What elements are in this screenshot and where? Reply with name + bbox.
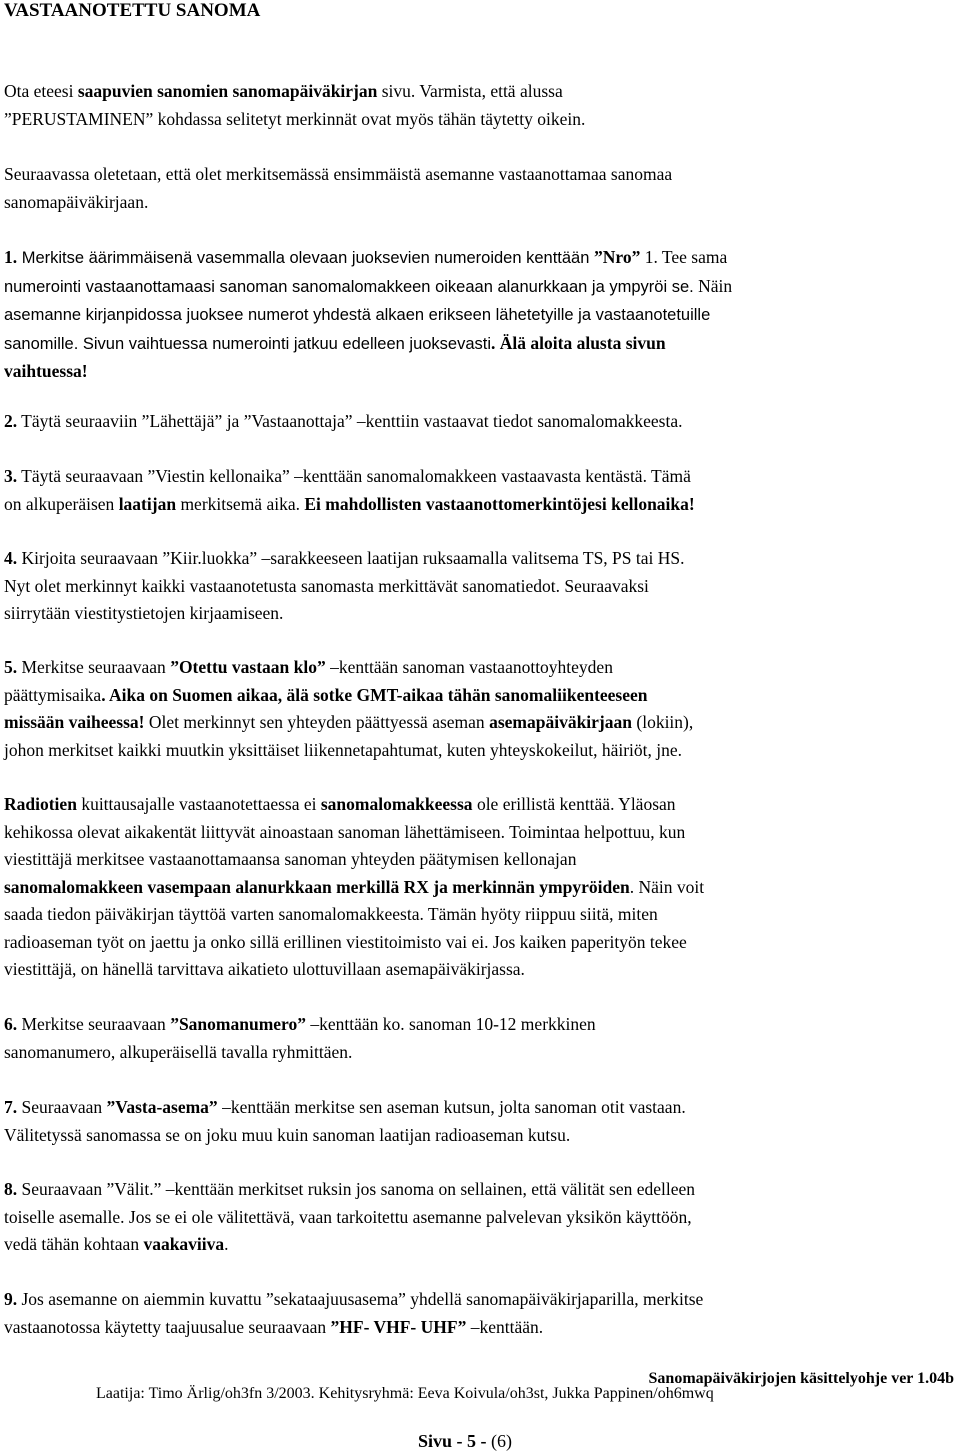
step-text: Merkitse seuraavaan [17, 1014, 171, 1034]
step-number: 4. [4, 548, 18, 568]
step-text: vedä tähän kohtaan [4, 1234, 144, 1254]
step-text: . [224, 1234, 229, 1254]
step-text: merkitsemä aika. [176, 493, 305, 514]
para-text: viestittäjä merkitsee vastaanottamaansa sanoman yhteyden päätymisen kellonajan [4, 849, 577, 869]
field-name: ”Sanomanumero” [170, 1014, 306, 1034]
field-name: ”Vasta-asema” [106, 1097, 218, 1117]
step-text: Välitetyssä sanomassa se on joku muu kuin sanoman laatijan radioaseman kutsu. [4, 1124, 571, 1145]
step-text: Merkitse seuraavaan [17, 657, 171, 677]
page-number [418, 1430, 512, 1452]
step-text: Seuraavaan ”Välit.” –kenttään merkitset ruksin jos sanoma on sellainen, että välität sen edelleen [17, 1179, 696, 1199]
assumption-text: sanomapäiväkirjaan. [4, 191, 149, 212]
step-text: Merkitse äärimmäisenä vasemmalla olevaan juoksevien numeroiden kenttään [17, 249, 594, 267]
para-text: kehikossa olevat aikakentät liittyvät ainoastaan sanoman lähettämiseen. Toimintaa helpottuu, kun [4, 821, 686, 842]
warning-text: Ei mahdollisten vastaanottomerkintöjesi kellonaika! [304, 493, 695, 514]
warning-text: vaihtuessa! [4, 361, 88, 381]
step-text: sanomille. Sivun vaihtuessa numerointi jatkuu edelleen juoksevasti [4, 334, 492, 353]
emphasis: asemapäiväkirjaan [489, 712, 632, 732]
step-text: asemanne kirjanpidossa juoksee numerot yhdestä alkaen erikseen lähetetyille ja vastaanotetuille [4, 306, 711, 324]
step-text: Olet merkinnyt sen yhteyden päättyessä aseman [144, 712, 490, 732]
page-title: VASTAANOTETTU SANOMA [4, 0, 261, 21]
step-text: siirrytään viestitystietojen kirjaamiseen. [4, 603, 284, 623]
step-text: Seuraavaan [17, 1097, 107, 1117]
step-number: 5. [4, 657, 18, 677]
para-text: radioaseman työt on jaettu ja onko sillä erillinen viestitoimisto vai ei. Jos kaiken paperityön tekee [4, 931, 687, 952]
step-text: johon merkitset kaikki muutkin yksittäiset liikennetapahtumat, kuten yhteyskokeilut, häiriöt, jne. [4, 739, 683, 760]
page-total: (6) [486, 1431, 513, 1451]
step-1 [4, 244, 956, 386]
field-name: ”Nro” [594, 247, 641, 267]
intro-bold: saapuvien sanomien sanomapäiväkirjan [77, 81, 378, 101]
emphasis: sanomalomakkeessa [320, 794, 473, 814]
step-text: Näin [693, 275, 733, 296]
step-2 [4, 408, 956, 436]
para-text: ole erillistä kenttää. Yläosan [472, 794, 676, 814]
step-number: 8. [4, 1179, 18, 1199]
step-number: 1. [4, 247, 18, 267]
step-6 [4, 1011, 956, 1066]
intro-text: ”PERUSTAMINEN” kohdassa selitetyt merkinnät ovat myös tähän täytetty oikein. [4, 108, 586, 129]
page-label: Sivu - 5 - [418, 1431, 487, 1451]
document-version: Sanomapäiväkirjojen käsittelyohje ver 1.04b [648, 1370, 954, 1387]
step-number: 6. [4, 1014, 18, 1034]
intro-paragraph [4, 78, 956, 133]
field-name: ”HF- VHF- UHF” [330, 1316, 467, 1337]
emphasis: vaakaviiva [143, 1234, 225, 1254]
warning-text: . Älä aloita alusta sivun [491, 332, 666, 353]
step-text: Täytä seuraavaan ”Viestin kellonaika” –kenttään sanomalomakkeen vastaavasta kentästä. Tämä [17, 466, 691, 486]
step-text: –kenttään sanoman vastaanottoyhteyden [325, 657, 613, 677]
emphasis: sanomalomakkeen vasempaan alanurkkaan merkillä RX ja merkinnän ympyröiden [4, 876, 630, 897]
step-9 [4, 1286, 956, 1341]
step-8 [4, 1176, 956, 1259]
step-text: Täytä seuraaviin ”Lähettäjä” ja ”Vastaanottaja” –kenttiin vastaavat tiedot sanomalomakkeesta. [17, 411, 683, 431]
step-text: numerointi vastaanottamaasi sanoman sanomalomakkeen oikeaan alanurkkaan ja ympyröi se. [4, 277, 694, 296]
step-text: Jos asemanne on aiemmin kuvattu ”sekataajuusasema” yhdellä sanomapäiväkirjaparilla, merkitse [17, 1289, 704, 1309]
field-name: ”Otettu vastaan klo” [170, 657, 326, 677]
assumption-text: Seuraavassa oletetaan, että olet merkitsemässä ensimmäistä asemanne vastaanottamaa sanomaa [4, 164, 673, 184]
step-5 [4, 654, 956, 764]
para-text: kuittausajalle vastaanotettaessa ei [76, 794, 321, 814]
warning-text: . Aika on Suomen aikaa, älä sotke GMT-aikaa tähän sanomaliikenteeseen [101, 684, 648, 705]
step-text: (lokiin), [632, 712, 694, 732]
step-number: 3. [4, 466, 18, 486]
para-text: saada tiedon päiväkirjan täyttöä varten sanomalomakkeesta. Tämän hyöty riippuu siitä, miten [4, 904, 658, 924]
step-text: –kenttään merkitse sen aseman kutsun, jolta sanoman otit vastaan. [217, 1097, 686, 1117]
warning-text: missään vaiheessa! [4, 712, 145, 732]
intro-text: Ota eteesi [4, 81, 78, 101]
step-text: 1. Tee sama [640, 247, 728, 267]
step-text: on alkuperäisen [4, 493, 119, 514]
step-text: vastaanotossa käytetty taajuusalue seuraavaan [4, 1316, 331, 1337]
step-number: 2. [4, 411, 18, 431]
authors-credit: Laatija: Timo Ärlig/oh3fn 3/2003. Kehitysryhmä: Eeva Koivula/oh3st, Jukka Pappinen/oh6mwq [96, 1385, 714, 1402]
para-text: viestittäjä, on hänellä tarvittava aikatieto ulottuvillaan asemapäiväkirjassa. [4, 959, 525, 979]
step-text: toiselle asemalle. Jos se ei ole välitettävä, vaan tarkoitettu asemanne palvelevan yksikön käyttöön, [4, 1206, 692, 1227]
step-text: Kirjoita seuraavaan ”Kiir.luokka” –sarakkeeseen laatijan ruksaamalla valitsema TS, PS tai HS. [17, 548, 685, 568]
step-number: 9. [4, 1289, 18, 1309]
emphasis: laatijan [118, 493, 177, 514]
para-text: . Näin voit [629, 876, 705, 897]
step-text: –kenttään ko. sanoman 10-12 merkkinen [306, 1014, 596, 1034]
step-text: –kenttään. [466, 1316, 544, 1337]
step-text: päättymisaika [4, 684, 102, 705]
step-text: Nyt olet merkinnyt kaikki vastaanotetusta sanomasta merkittävät sanomatiedot. Seuraavaksi [4, 575, 649, 596]
step-number: 7. [4, 1097, 18, 1117]
assumption-paragraph [4, 161, 956, 216]
intro-text: sivu. Varmista, että alussa [377, 81, 563, 101]
step-4 [4, 545, 956, 628]
radio-paragraph [4, 791, 956, 984]
step-7 [4, 1094, 956, 1149]
emphasis: Radiotien [4, 794, 77, 814]
step-3 [4, 463, 956, 518]
step-text: sanomanumero, alkuperäisellä tavalla ryhmittäen. [4, 1041, 353, 1062]
